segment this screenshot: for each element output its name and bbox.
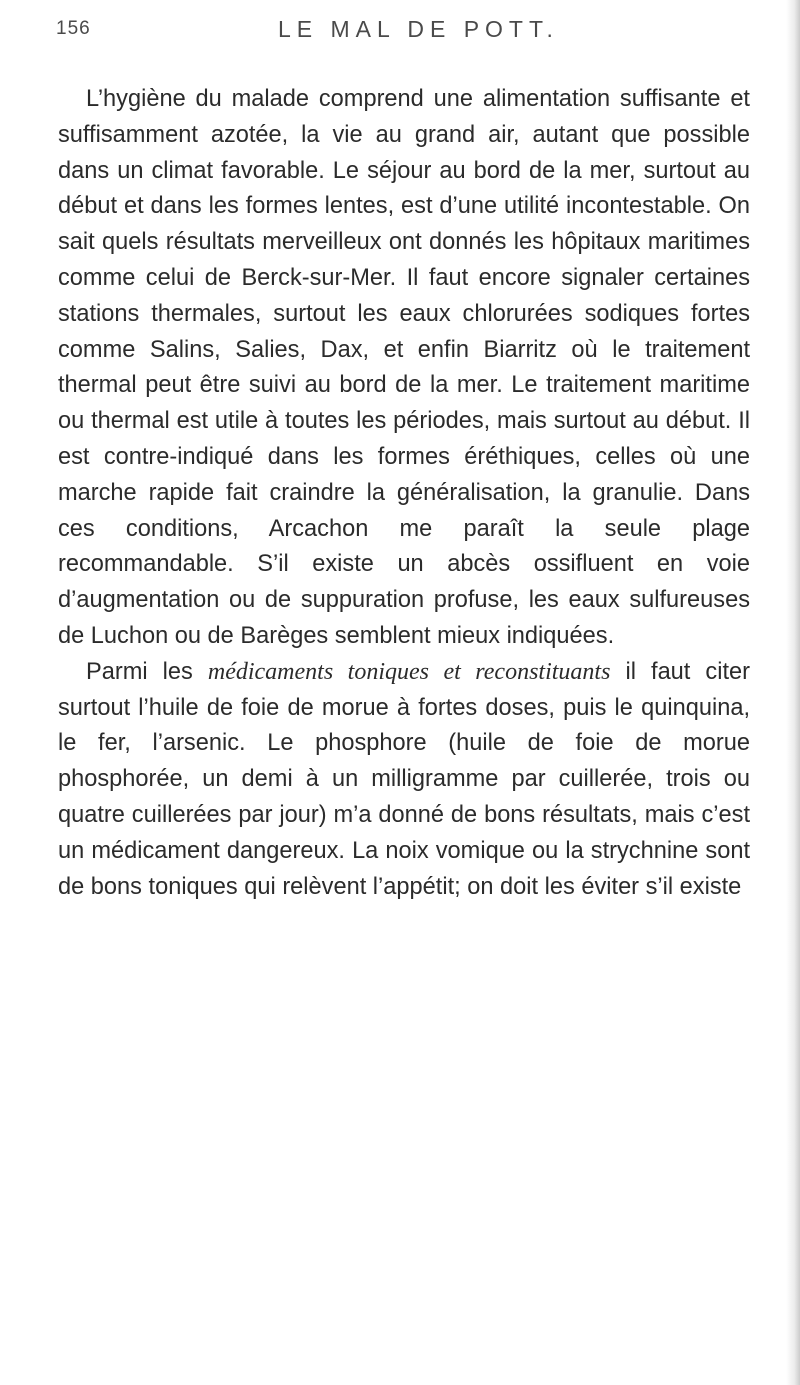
page-number: 156 xyxy=(56,18,91,39)
paragraph-2-rest: il faut citer surtout l’huile de foie de morue à fortes doses, puis le quinquina, le fer, l’arsenic. Le phosphore (huile de foie de morue phosphorée, un demi à un milligramme par cuillerée, trois ou quatre cuillerées par jour) m’a donné de bons résultats, mais c’est un médicament dangereux. La noix vomique ou la strychnine sont de bons toniques qui relèvent l’appétit; on doit les éviter s’il existe xyxy=(58,658,750,900)
paragraph-2-start: Parmi les xyxy=(86,658,208,685)
paragraph-hygiene: L’hygiène du malade comprend une alimentation suffisante et suffisamment azotée, la vie au grand air, autant que possible dans un climat favorable. Le séjour au bord de la mer, surtout au début et dans les formes lentes, est d’une utilité incontestable. On sait quels résultats merveilleux ont donnés les hôpitaux maritimes comme celui de Berck-sur-Mer. Il faut encore signaler certaines stations thermales, surtout les eaux chlorurées sodiques fortes comme Salins, Salies, Dax, et enfin Biarritz où le traitement thermal peut être suivi au bord de la mer. Le traitement maritime ou thermal est utile à toutes les périodes, mais surtout au début. Il est contre-indiqué dans les formes éréthiques, celles où une marche rapide fait craindre la généralisation, la granulie. Dans ces conditions, Arcachon me paraît la seule plage recommandable. S’il existe un abcès ossifluent en voie d’augmentation ou de suppuration profuse, les eaux sulfureuses de Luchon ou de Barèges semblent mieux indiquées. xyxy=(58,86,750,649)
running-head: LE MAL DE POTT. xyxy=(278,16,559,42)
page-edge-shadow xyxy=(786,0,800,1385)
body-text xyxy=(58,82,750,905)
paragraph-2-italic: médicaments toniques et reconstituants xyxy=(207,658,611,685)
paragraph-medicaments xyxy=(58,655,750,906)
